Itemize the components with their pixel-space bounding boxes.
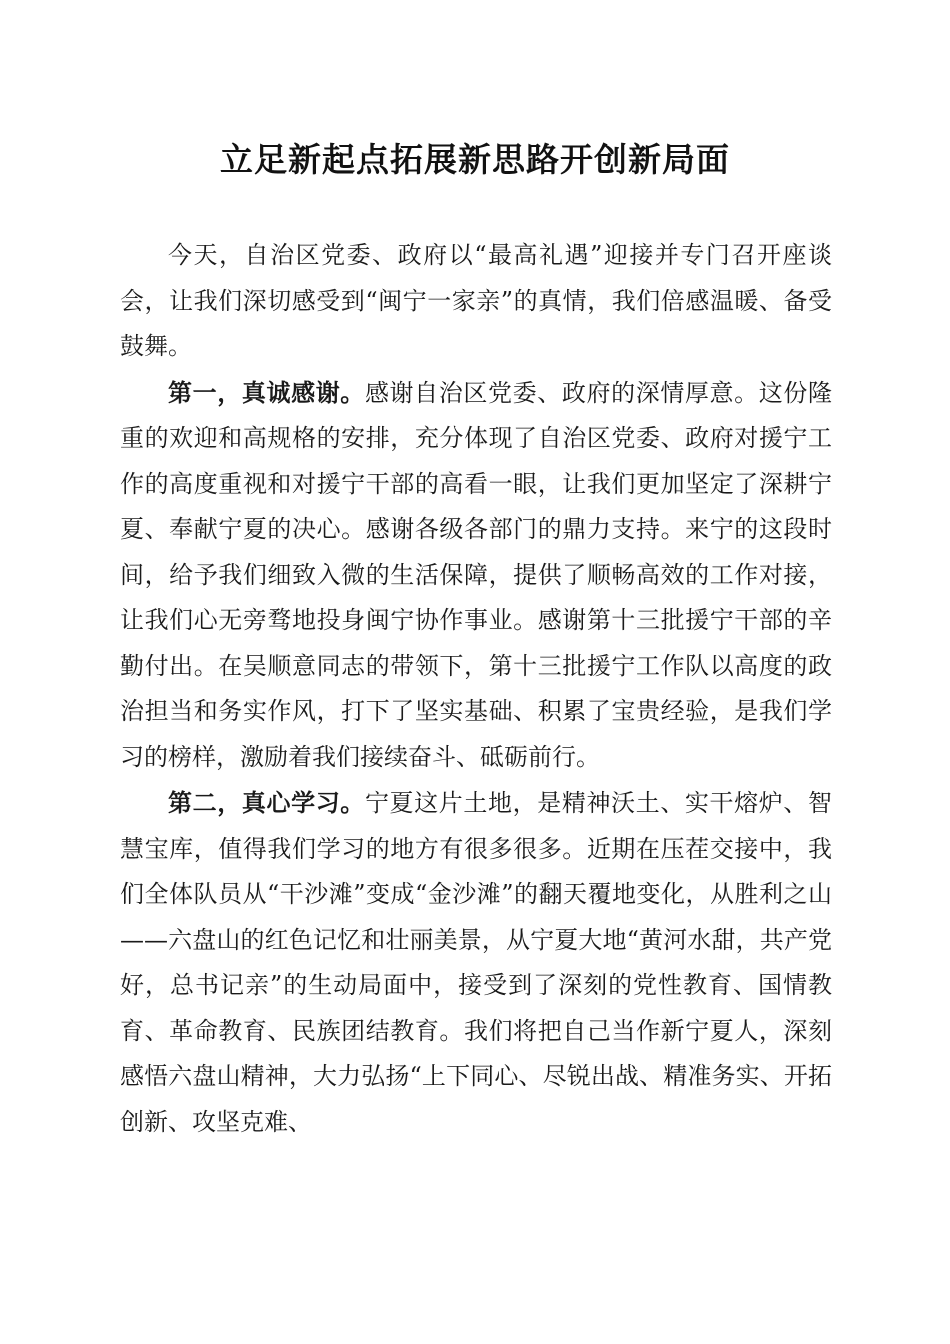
paragraph-lead: 第二，真心学习。 (168, 788, 365, 817)
paragraph-thanks (120, 370, 832, 781)
document-body (120, 233, 832, 1145)
paragraph-text: 今天，自治区党委、政府以“最高礼遇”迎接并专门召开座谈会，让我们深切感受到“闽宁一家亲”的真情，我们倍感温暖、备受鼓舞。 (120, 241, 832, 360)
paragraph-intro (120, 233, 832, 370)
paragraph-lead: 第一，真诚感谢。 (168, 377, 365, 407)
paragraph-learning (120, 780, 832, 1145)
paragraph-text: 感谢自治区党委、政府的深情厚意。这份隆重的欢迎和高规格的安排，充分体现了自治区党委、政府对援宁工作的高度重视和对援宁干部的高看一眼，让我们更加坚定了深耕宁夏、奉献宁夏的决心。感谢各级各部门的鼎力支持。来宁的这段时间，给予我们细致入微的生活保障，提供了顺畅高效的工作对接，让我们心无旁骛地投身闽宁协作事业。感谢第十三批援宁干部的辛勤付出。在吴顺意同志的带领下，第十三批援宁工作队以高度的政治担当和务实作风，打下了坚实基础、积累了宝贵经验，是我们学习的榜样，激励着我们接续奋斗、砥砺前行。 (120, 378, 833, 771)
document-title: 立足新起点拓展新思路开创新局面 (220, 140, 730, 179)
paragraph-text: 宁夏这片土地，是精神沃土、实干熔炉、智慧宝库，值得我们学习的地方有很多很多。近期在压茬交接中，我们全体队员从“干沙滩”变成“金沙滩”的翻天覆地变化，从胜利之山——六盘山的红色记忆和壮丽美景，从宁夏大地“黄河水甜，共产党好，总书记亲”的生动局面中，接受到了深刻的党性教育、国情教育、革命教育、民族团结教育。我们将把自己当作新宁夏人，深刻感悟六盘山精神，大力弘扬“上下同心、尽锐出战、精准务实、开拓创新、攻坚克难、 (120, 789, 833, 1136)
